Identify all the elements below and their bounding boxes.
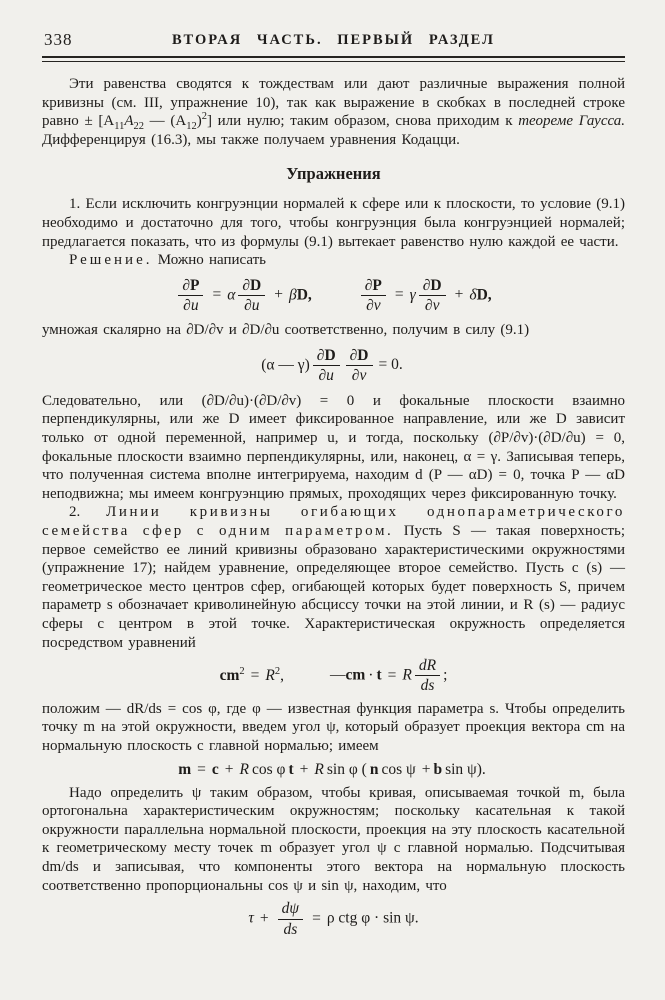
- denominator: ∂u: [183, 297, 199, 315]
- plus-sign: +: [259, 909, 269, 927]
- coefficient-alpha: α: [227, 286, 236, 304]
- vector-cm: cm: [219, 666, 240, 684]
- intro-text: ] или нулю; таким образом, снова приходим к: [206, 113, 519, 130]
- vector-n: n: [369, 760, 379, 778]
- vector-D: D,: [476, 286, 492, 304]
- exercise-2-text: Пусть S — такая поверхность; первое семейство ее линий кривизны образовано характеристическими окружностями (упражнение 17); найдем уравнение, определяющее второе семейство. Пусть c (s) — геометрическое место центров сфер, огибающей которых будет поверхность S, причем параметр s обозначает криволинейную абсциссу точки на этой линии, и R (s) — радиус сферы с центром в этой точке. Характеристическая окружность определяется посредством уравнений: [42, 522, 625, 651]
- formula-orthogonality: [42, 347, 625, 385]
- exercise-2-paragraph: [42, 503, 625, 652]
- numerator: ∂P: [178, 277, 203, 296]
- subscript: 12: [186, 121, 197, 133]
- minus-sign: —: [330, 666, 346, 684]
- plus-sign: +: [421, 760, 431, 778]
- fraction: [313, 347, 340, 385]
- cos-phi: cos φ: [252, 760, 286, 778]
- vector-D: D,: [296, 286, 312, 304]
- cos-psi: cos ψ: [381, 760, 416, 778]
- intro-paragraph: [42, 75, 625, 149]
- denominator: ∂v: [351, 367, 367, 385]
- exercise-1-paragraph: 1. Если исключить конгруэнции нормалей к сфере или к плоскости, то условие (9.1) необходимо и достаточно для того, чтобы конгруэнция была конгруэнцией нормалей; предлагается показать, что из формулы (9.1) вытекает равенство нулю каждой ее части.: [42, 196, 625, 250]
- page-number: 338: [44, 30, 73, 49]
- plus-sign: +: [299, 760, 309, 778]
- numerator: dψ: [278, 900, 303, 919]
- equation-left: [220, 667, 284, 685]
- equals-sign: =: [387, 666, 397, 684]
- var-R: R: [402, 666, 412, 684]
- denominator: ds: [420, 677, 435, 695]
- equals-sign: =: [394, 286, 404, 304]
- vector-t: t: [376, 666, 382, 684]
- equation-right: [358, 277, 492, 315]
- exercises-heading: Упражнения: [286, 164, 381, 184]
- var-R: R: [239, 760, 249, 778]
- var-A: A: [124, 113, 134, 130]
- denominator: ∂v: [424, 297, 440, 315]
- equals-sign: =: [250, 666, 260, 684]
- vector-t: t: [288, 760, 294, 778]
- var-R: R: [265, 666, 275, 684]
- denominator: ∂v: [366, 297, 381, 315]
- running-title: ВТОРАЯ ЧАСТЬ. ПЕРВЫЙ РАЗДЕЛ: [172, 32, 495, 48]
- plus-sign: +: [454, 286, 464, 304]
- solution-text: Можно написать: [152, 252, 267, 269]
- fraction: [238, 277, 265, 315]
- vector-c: c: [211, 760, 219, 778]
- exercise-2-number: 2.: [69, 504, 107, 521]
- plus-sign: +: [224, 760, 234, 778]
- connecting-text: умножая скалярно на ∂D/∂v и ∂D/∂u соответственно, получим в силу (9.1): [42, 322, 530, 339]
- numerator: ∂D: [346, 347, 373, 366]
- fraction: [278, 900, 303, 938]
- equals-sign: =: [212, 286, 222, 304]
- denominator: ∂u: [318, 367, 334, 385]
- equals-sign: =: [197, 760, 206, 778]
- equation-left: [175, 277, 311, 315]
- fraction: [419, 277, 446, 315]
- superscript: 2: [274, 665, 281, 677]
- fraction: [178, 277, 203, 315]
- fraction: [361, 277, 386, 315]
- sin-phi: sin φ (: [326, 760, 367, 778]
- subscript: 11: [114, 121, 125, 133]
- superscript: 2: [201, 111, 207, 123]
- intro-text: — (A: [144, 113, 187, 130]
- phi-definition-paragraph: положим — dR/ds = cos φ, где φ — известная функция параметра s. Чтобы определить точку m на этой окружности, введем угол ψ, который образует проекция вектора cm на нормальную плоскость с главной нормалью; имеем: [42, 700, 625, 754]
- formula-characteristic-circle: [42, 657, 625, 695]
- vector-b: b: [433, 760, 443, 778]
- formula-final: [42, 900, 625, 938]
- fraction: [346, 347, 373, 385]
- rhs-expression: ρ ctg φ · sin ψ.: [326, 909, 419, 927]
- coefficient-delta: δ: [469, 286, 477, 304]
- numerator: ∂P: [361, 277, 386, 296]
- vector-m: m: [178, 760, 192, 778]
- psi-condition-paragraph: Надо определить ψ таким образом, чтобы кривая, описываемая точкой m, была ортогональна характеристическим окружностям; поскольку касательная к такой окружности параллельна нормальной плоскости, проекция на эту плоскость касательной к геометрическому месту точек m образует угол ψ с главной нормалью. Подсчитывая dm/ds и записывая, что компоненты этого вектора на нормальную плоскость соответственно пропорциональны cos ψ и sin ψ, находим, что: [42, 784, 625, 894]
- vector-cm: cm: [345, 666, 366, 684]
- numerator: ∂D: [419, 277, 446, 296]
- coefficient-beta: β: [288, 286, 297, 304]
- fraction: [415, 657, 440, 695]
- comma: ,: [280, 666, 284, 684]
- equals-zero: = 0.: [378, 356, 403, 374]
- coefficient-gamma: γ: [409, 286, 416, 304]
- solution-label: Решение.: [69, 252, 153, 269]
- superscript: 2: [239, 665, 245, 677]
- plus-sign: +: [274, 286, 283, 304]
- numerator: ∂D: [238, 277, 265, 296]
- equals-sign: =: [312, 909, 321, 927]
- numerator: dR: [415, 657, 440, 676]
- intro-text: Дифференцируя (16.3), мы также получаем уравнения Кодацци.: [42, 131, 460, 148]
- consequence-paragraph: Следовательно, или (∂D/∂u)·(∂D/∂v) = 0 и фокальные плоскости взаимно перпендикулярны, или же D имеет фиксированное направление, или же D зависит только от одной переменной, например u, и тогда, поскольку (∂P/∂v)·(∂D/∂u) = 0, фокальные плоскости взаимно перпендикулярны, или, наконец, α = γ. Записывая теперь, что полученная система вполне интегрируема, находим d (P — αD) = 0, точка P — αD неподвижна; мы имеем конгруэнцию прямых, проходящих через фиксированную точку.: [42, 392, 625, 502]
- page-header: [42, 30, 625, 52]
- solution-line: [42, 251, 625, 270]
- dot-product: ·: [368, 666, 374, 684]
- intro-text: Эти равенства сводятся к тождествам или дают различные выражения полной кривизны (см. III, упражнение 10), так как выражение в скобках в последней строке равно ± [A: [42, 76, 625, 130]
- numerator: ∂D: [313, 347, 340, 366]
- formula-point-m: [42, 761, 625, 779]
- semicolon: ;: [443, 666, 448, 684]
- denominator: ds: [283, 920, 298, 938]
- formula-pd-expansion: [42, 277, 625, 315]
- subscript: 22: [133, 121, 144, 133]
- denominator: ∂u: [244, 297, 260, 315]
- equation-right: [330, 657, 447, 695]
- gauss-theorem-phrase: теореме Гаусса.: [518, 113, 625, 130]
- coefficient-difference: (α — γ): [261, 356, 310, 374]
- sin-psi: sin ψ).: [445, 760, 486, 778]
- header-rule: [42, 56, 625, 62]
- var-R: R: [314, 760, 324, 778]
- intro-text: ): [196, 113, 202, 130]
- exercise-2-title: Линии кривизны огибающих однопараметрического семейства сфер с одним параметром.: [42, 504, 626, 539]
- var-tau: τ: [248, 909, 254, 927]
